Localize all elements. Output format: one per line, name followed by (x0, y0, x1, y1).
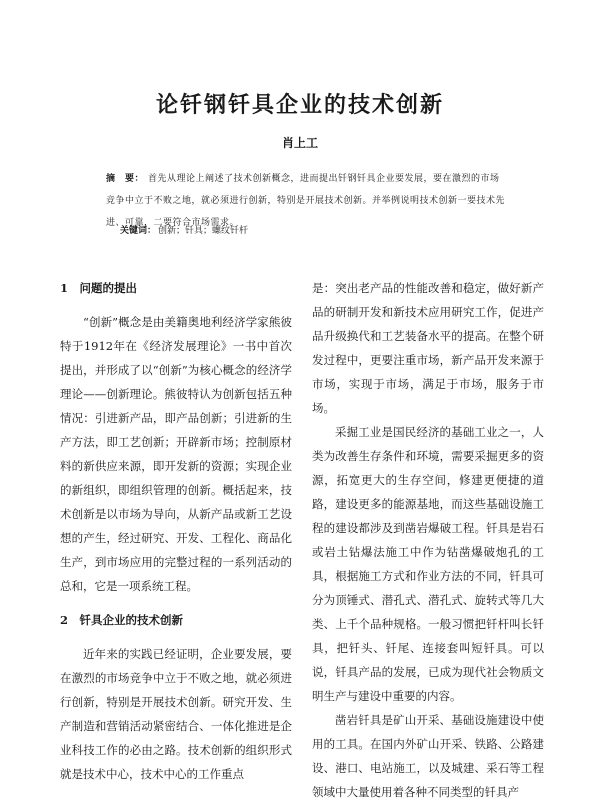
abstract-text: 首先从理论上阐述了技术创新概念，进而提出钎钢钎具企业要发展，要在激烈的市场竞争中立于不败之地，就必须进行创新，特别是开展技术创新。并举例说明技术创新一要技术先进、可靠，二要符合市场需求。 (106, 174, 506, 228)
left-column (60, 276, 292, 786)
keywords (120, 224, 500, 238)
right-paragraph-1: 是：突出老产品的性能改善和稳定，做好新产品的研制开发和新技术应用研究工作，促进产品升级换代和工艺装备水平的提高。在整个研发过程中，更要注重市场，新产品开发来源于市场，实现于市场，满足于市场，服务于市场。 (312, 281, 544, 415)
section-2-heading: 2 钎具企业的技术创新 (60, 613, 184, 627)
abstract-label: 摘 要： (106, 174, 145, 184)
section-1-paragraph: “创新”概念是由美籍奥地利经济学家熊彼特于1912年在《经济发展理论》一书中首次提出，并形成了以“创新”为核心概念的经济学理论——创新理论。熊彼特认为创新包括五种情况：引进新产品，即产品创新；引进新的生产方法，即工艺创新；开辟新市场；控制原材料的新供应来源，即开发新的资源；实现企业的新组织，即组织管理的创新。概括起来，技术创新是以市场为导向，从新产品或新工艺设想的产生，经过研究、开发、工程化、商品化生产，到市场应用的完整过程的一系列活动的总和，它是一项系统工程。 (60, 315, 292, 593)
author-name: 肖上工 (281, 136, 318, 150)
keywords-text: 创新；钎具；螺纹钎杆 (158, 226, 249, 236)
right-paragraph-3: 凿岩钎具是矿山开采、基础设施建设中使用的工具。在国内外矿山开采、铁路、公路建设、港口、电站施工，以及城建、采石等工程领域中大量使用着各种不同类型的钎具产 (312, 713, 544, 799)
keywords-label: 关键词： (120, 226, 157, 236)
section-1-heading: 1 问题的提出 (60, 281, 138, 295)
right-paragraph-2: 采掘工业是国民经济的基础工业之一，人类为改善生存条件和环境，需要采掘更多的资源，拓宽更大的生存空间，修建更便捷的道路，建设更多的能源基地，而这些基础设施工程的建设都涉及到凿岩爆破工程。钎具是岩石或岩土钻爆法施工中作为钻凿爆破炮孔的工具，根据施工方式和作业方法的不同，钎具可分为顶锤式、潜孔式、潜孔式、旋转式等几大类、上千个品种规格。一般习惯把钎杆叫长钎具，把钎头、钎尾、连接套叫短钎具。可以说，钎具产品的发展，已成为现代社会物质文明生产与建设中重要的内容。 (312, 425, 544, 703)
section-2-paragraph: 近年来的实践已经证明，企业要发展，要在激烈的市场竞争中立于不败之地，就必须进行创新，特别是开展技术创新。研究开发、生产制造和营销活动紧密结合、一体化推进是企业科技工作的必由之路。技术创新的组织形式就是技术中心，技术中心的工作重点 (60, 647, 292, 781)
right-column (312, 276, 544, 804)
paper-title: 论钎钢钎具企业的技术创新 (155, 92, 444, 118)
